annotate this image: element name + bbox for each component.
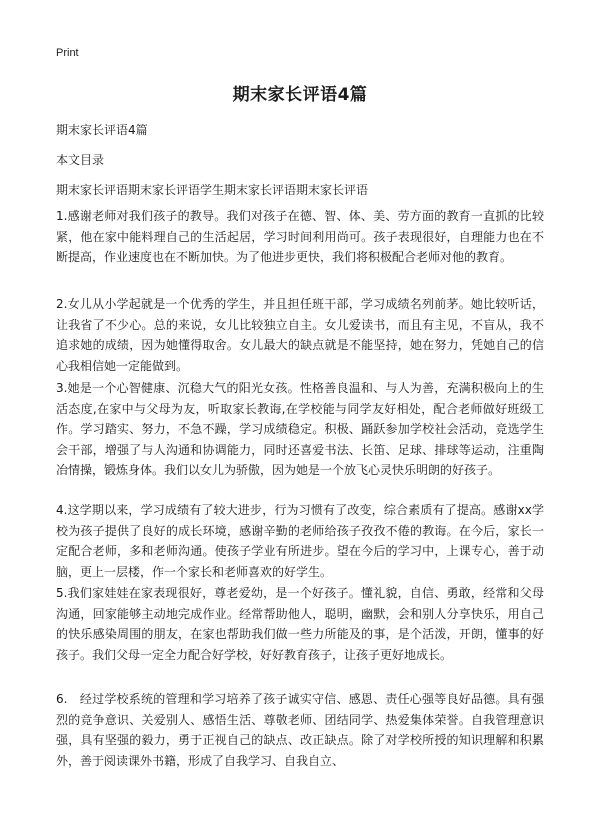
paragraph-3: 3.她是一个心智健康、沉稳大气的阳光女孩。性格善良温和、与人为善，充满积极向上的生活态度,在家中与父母为友，听取家长教诲,在学校能与同学友好相处，配合老师做好班级工作。学习踏实、努力，不急不躁，学习成绩稳定。积极、踊跃参加学校社会活动，竞选学生会干部，增强了与人沟通和协调能力，同时还喜爱书法、长笛、足球、排球等运动，注重陶冶情操，锻炼身体。我们以女儿为骄傲，因为她是一个放飞心灵快乐明朗的好孩子。 bbox=[56, 381, 544, 477]
paragraph-5: 5.我们家娃娃在家表现很好，尊老爱幼，是一个好孩子。懂礼貌，自信、勇敢，经常和父母沟通，回家能够主动地完成作业。经常帮助他人，聪明，幽默，会和别人分享快乐，用自己的快乐感染周围的朋友，在家也帮助我们做一些力所能及的事，是个活泼，开朗，懂事的好孩子。我们父母一定全力配合好学校，好好教育孩子，让孩子更好地成长。 bbox=[56, 586, 544, 662]
paragraph-1: 1.感谢老师对我们孩子的教导。我们对孩子在德、智、体、美、劳方面的教育一直抓的比较紧，他在家中能料理自己的生活起居，学习时间利用尚可。孩子表现很好，自理能力也在不断提高，作业速度也在不断加快。为了他进步更快，我们将积极配合老师对他的教育。 bbox=[56, 209, 544, 264]
subtitle: 期末家长评语4篇 bbox=[56, 123, 148, 137]
print-label: Print bbox=[56, 47, 79, 59]
paragraph-2: 2.女儿从小学起就是一个优秀的学生，并且担任班干部，学习成绩名列前茅。她比较听话，让我省了不少心。总的来说，女儿比较独立自主。女儿爱读书，而且有主见，不盲从，我不追求她的成绩，因为她懂得取舍。女儿最大的缺点就是不能坚持，她在努力，凭她自己的信心我相信她一定能做到。 bbox=[56, 297, 544, 373]
paragraph-6: 6. 经过学校系统的管理和学习培养了孩子诚实守信、感恩、责任心强等良好品德。具有强烈的竞争意识、关爱别人、感悟生活、尊敬老师、团结同学、热爱集体荣誉。自我管理意识强，具有坚强的毅力，勇于正视自己的缺点、改正缺点。除了对学校所授的知识理解和积累外，善于阅读课外书籍，形成了自我学习、自我自立、 bbox=[56, 692, 544, 768]
toc-label: 本文目录 bbox=[56, 153, 105, 167]
toc-line: 期末家长评语期末家长评语学生期末家长评语期末家长评语 bbox=[56, 183, 369, 197]
page-title: 期末家长评语4篇 bbox=[232, 85, 368, 105]
paragraph-4: 4.这学期以来，学习成绩有了较大进步，行为习惯有了改变，综合素质有了提高。感谢xx学校为孩子提供了良好的成长环境，感谢辛勤的老师给孩子孜孜不倦的教诲。在今后，家长一定配合老师，多和老师沟通。使孩子学业有所进步。望在今后的学习中，上课专心，善于动脑，更上一层楼，作一个家长和老师喜欢的好学生。 bbox=[56, 503, 544, 579]
